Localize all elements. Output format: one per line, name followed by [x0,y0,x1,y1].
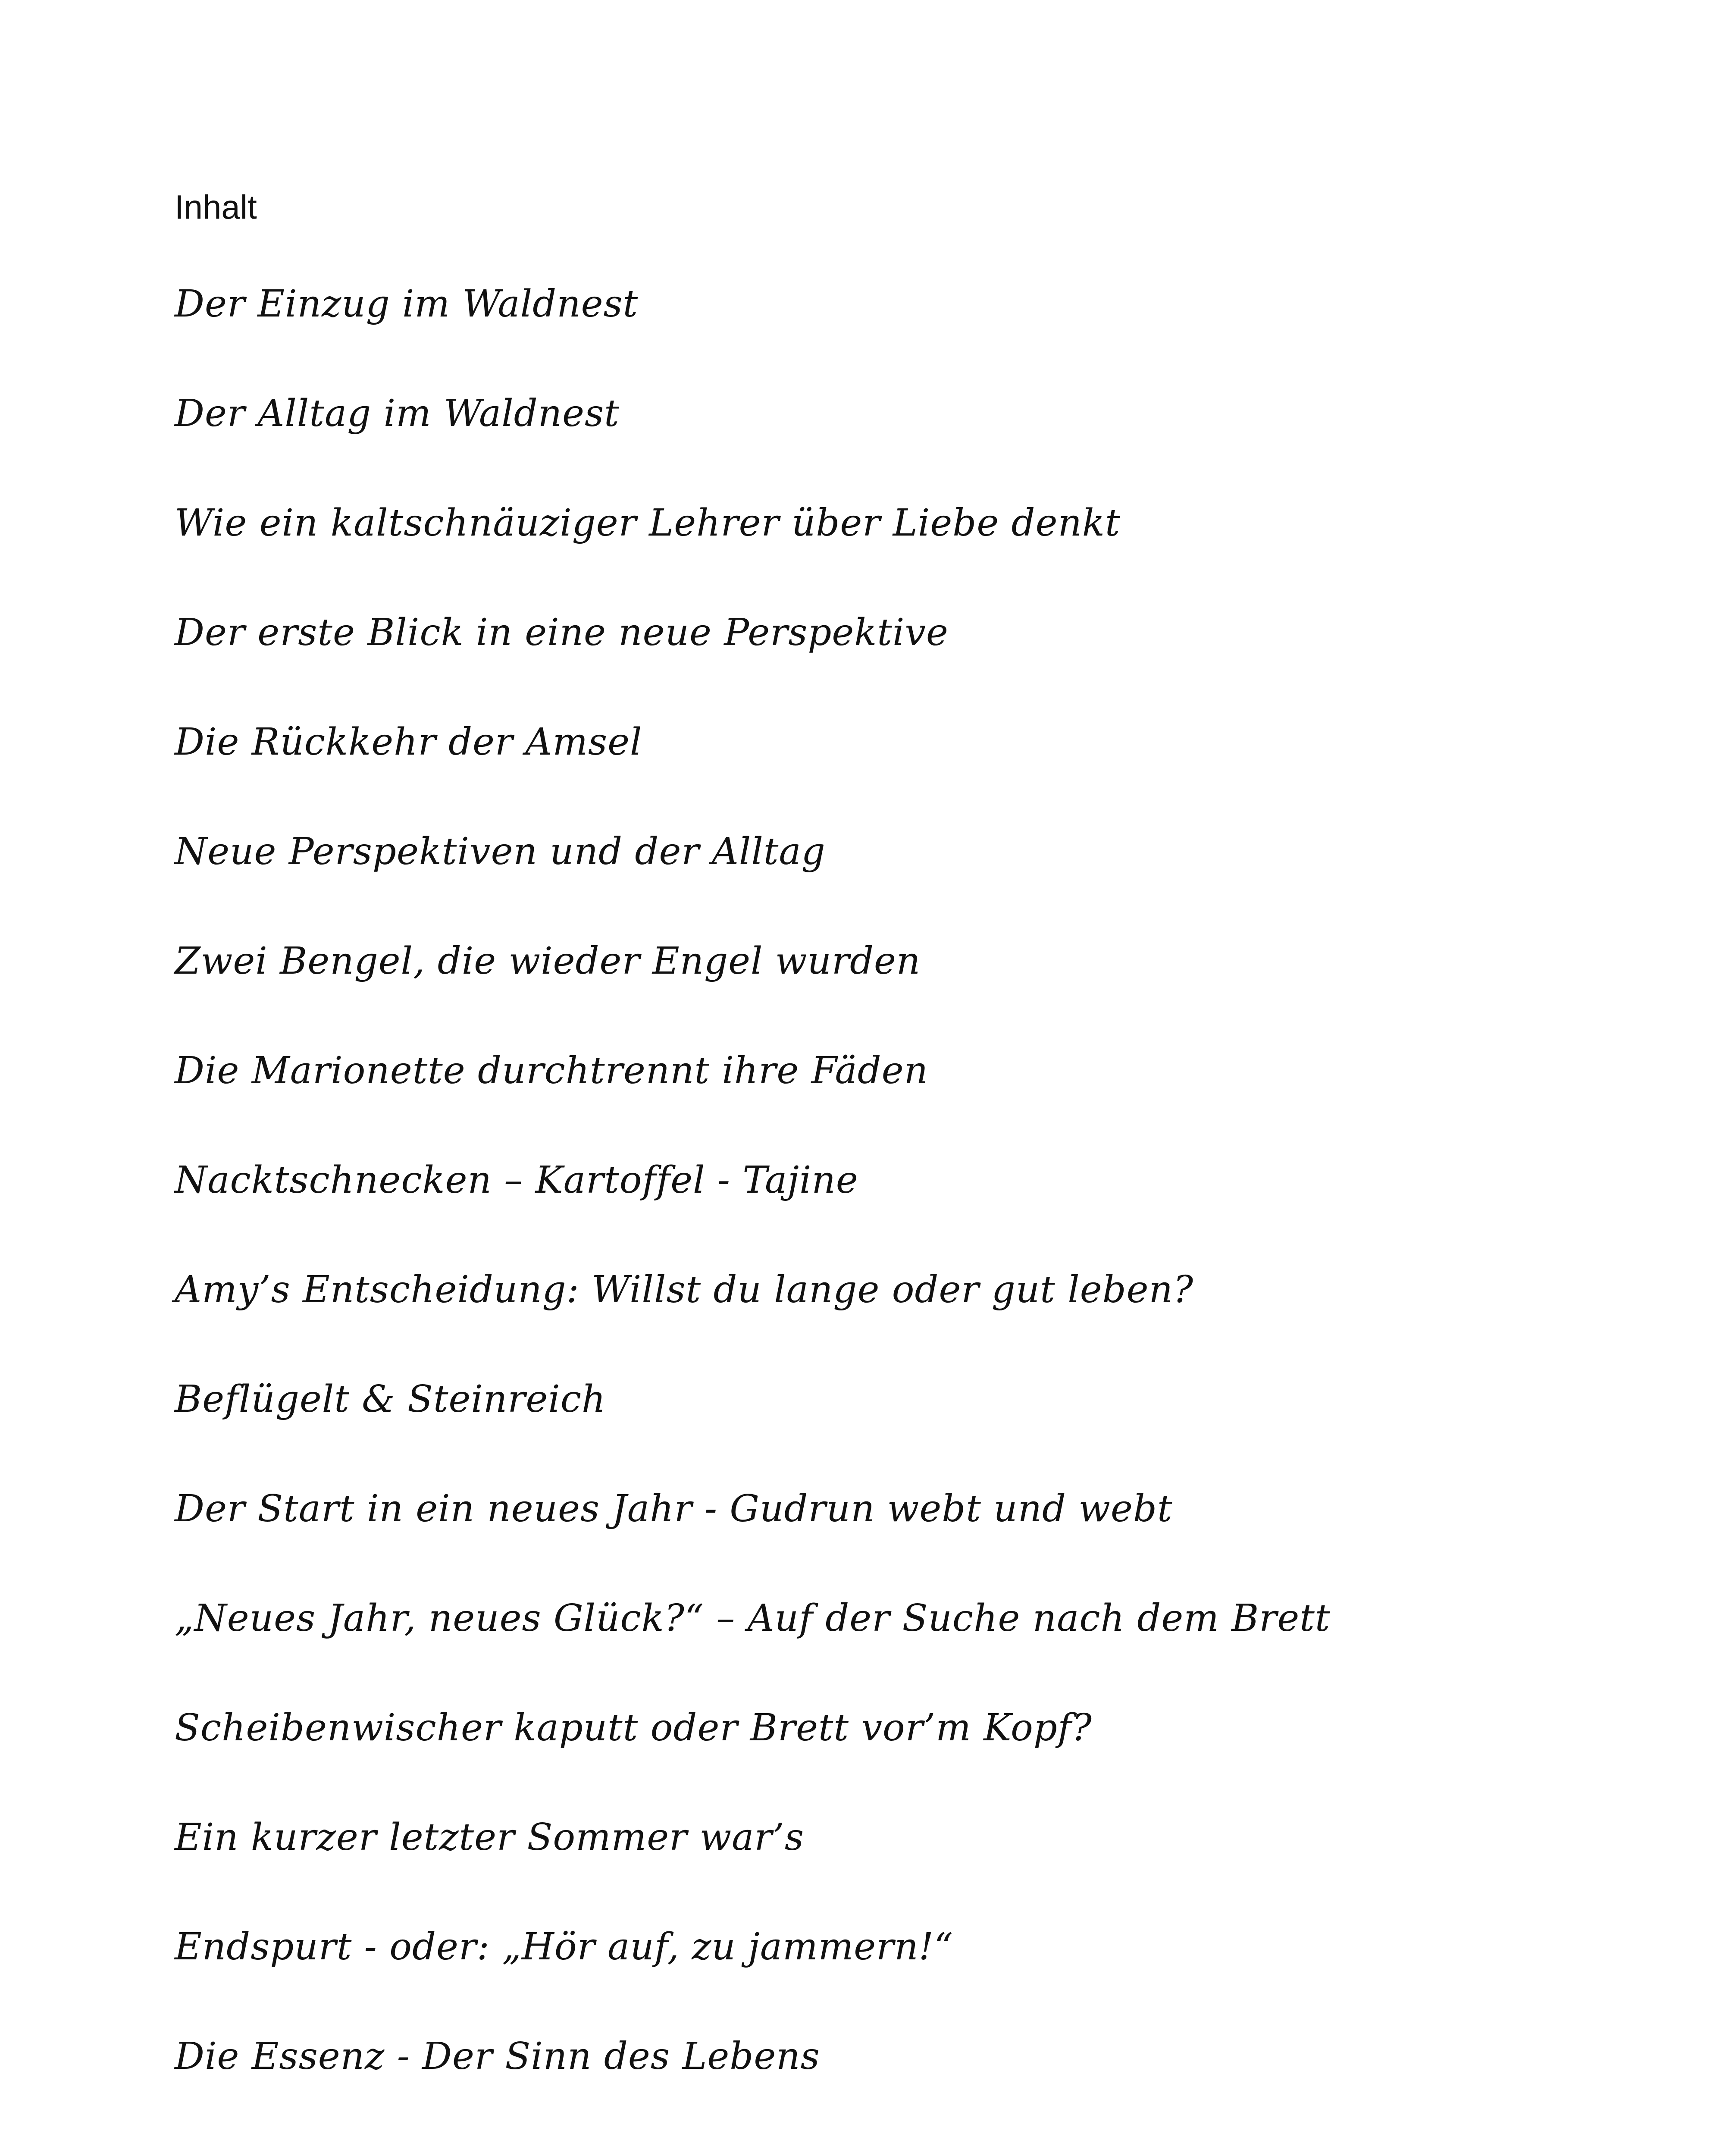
toc-entry: Die Rückkehr der Amsel [175,721,642,764]
toc-heading: Inhalt [175,188,257,226]
toc-entry: Der Start in ein neues Jahr - Gudrun webt und webt [175,1487,1173,1530]
toc-entry: Beflügelt & Steinreich [175,1378,606,1421]
toc-entry: Neue Perspektiven und der Alltag [175,830,826,873]
toc-entry: Scheibenwischer kaputt oder Brett vor’m Kopf? [175,1706,1092,1749]
toc-entry: Der erste Blick in eine neue Perspektive [175,611,949,654]
toc-entry: Ein kurzer letzter Sommer war’s [175,1816,805,1859]
toc-entry: Wie ein kaltschnäuziger Lehrer über Liebe denkt [175,501,1121,545]
toc-entry: Die Marionette durchtrennt ihre Fäden [175,1049,929,1092]
toc-entry: Der Alltag im Waldnest [175,392,620,435]
table-of-contents [175,282,1330,2144]
toc-entry: Zwei Bengel, die wieder Engel wurden [175,940,921,983]
toc-entry: Der Einzug im Waldnest [175,282,639,326]
toc-entry: „Neues Jahr, neues Glück?“ – Auf der Suche nach dem Brett [175,1597,1331,1640]
toc-entry: Die Essenz - Der Sinn des Lebens [175,2035,820,2078]
toc-entry: Nacktschnecken – Kartoffel - Tajine [175,1159,858,1202]
toc-entry: Endspurt - oder: „Hör auf, zu jammern!“ [175,1925,954,1968]
toc-entry: Amy’s Entscheidung: Willst du lange oder gut leben? [175,1268,1194,1311]
